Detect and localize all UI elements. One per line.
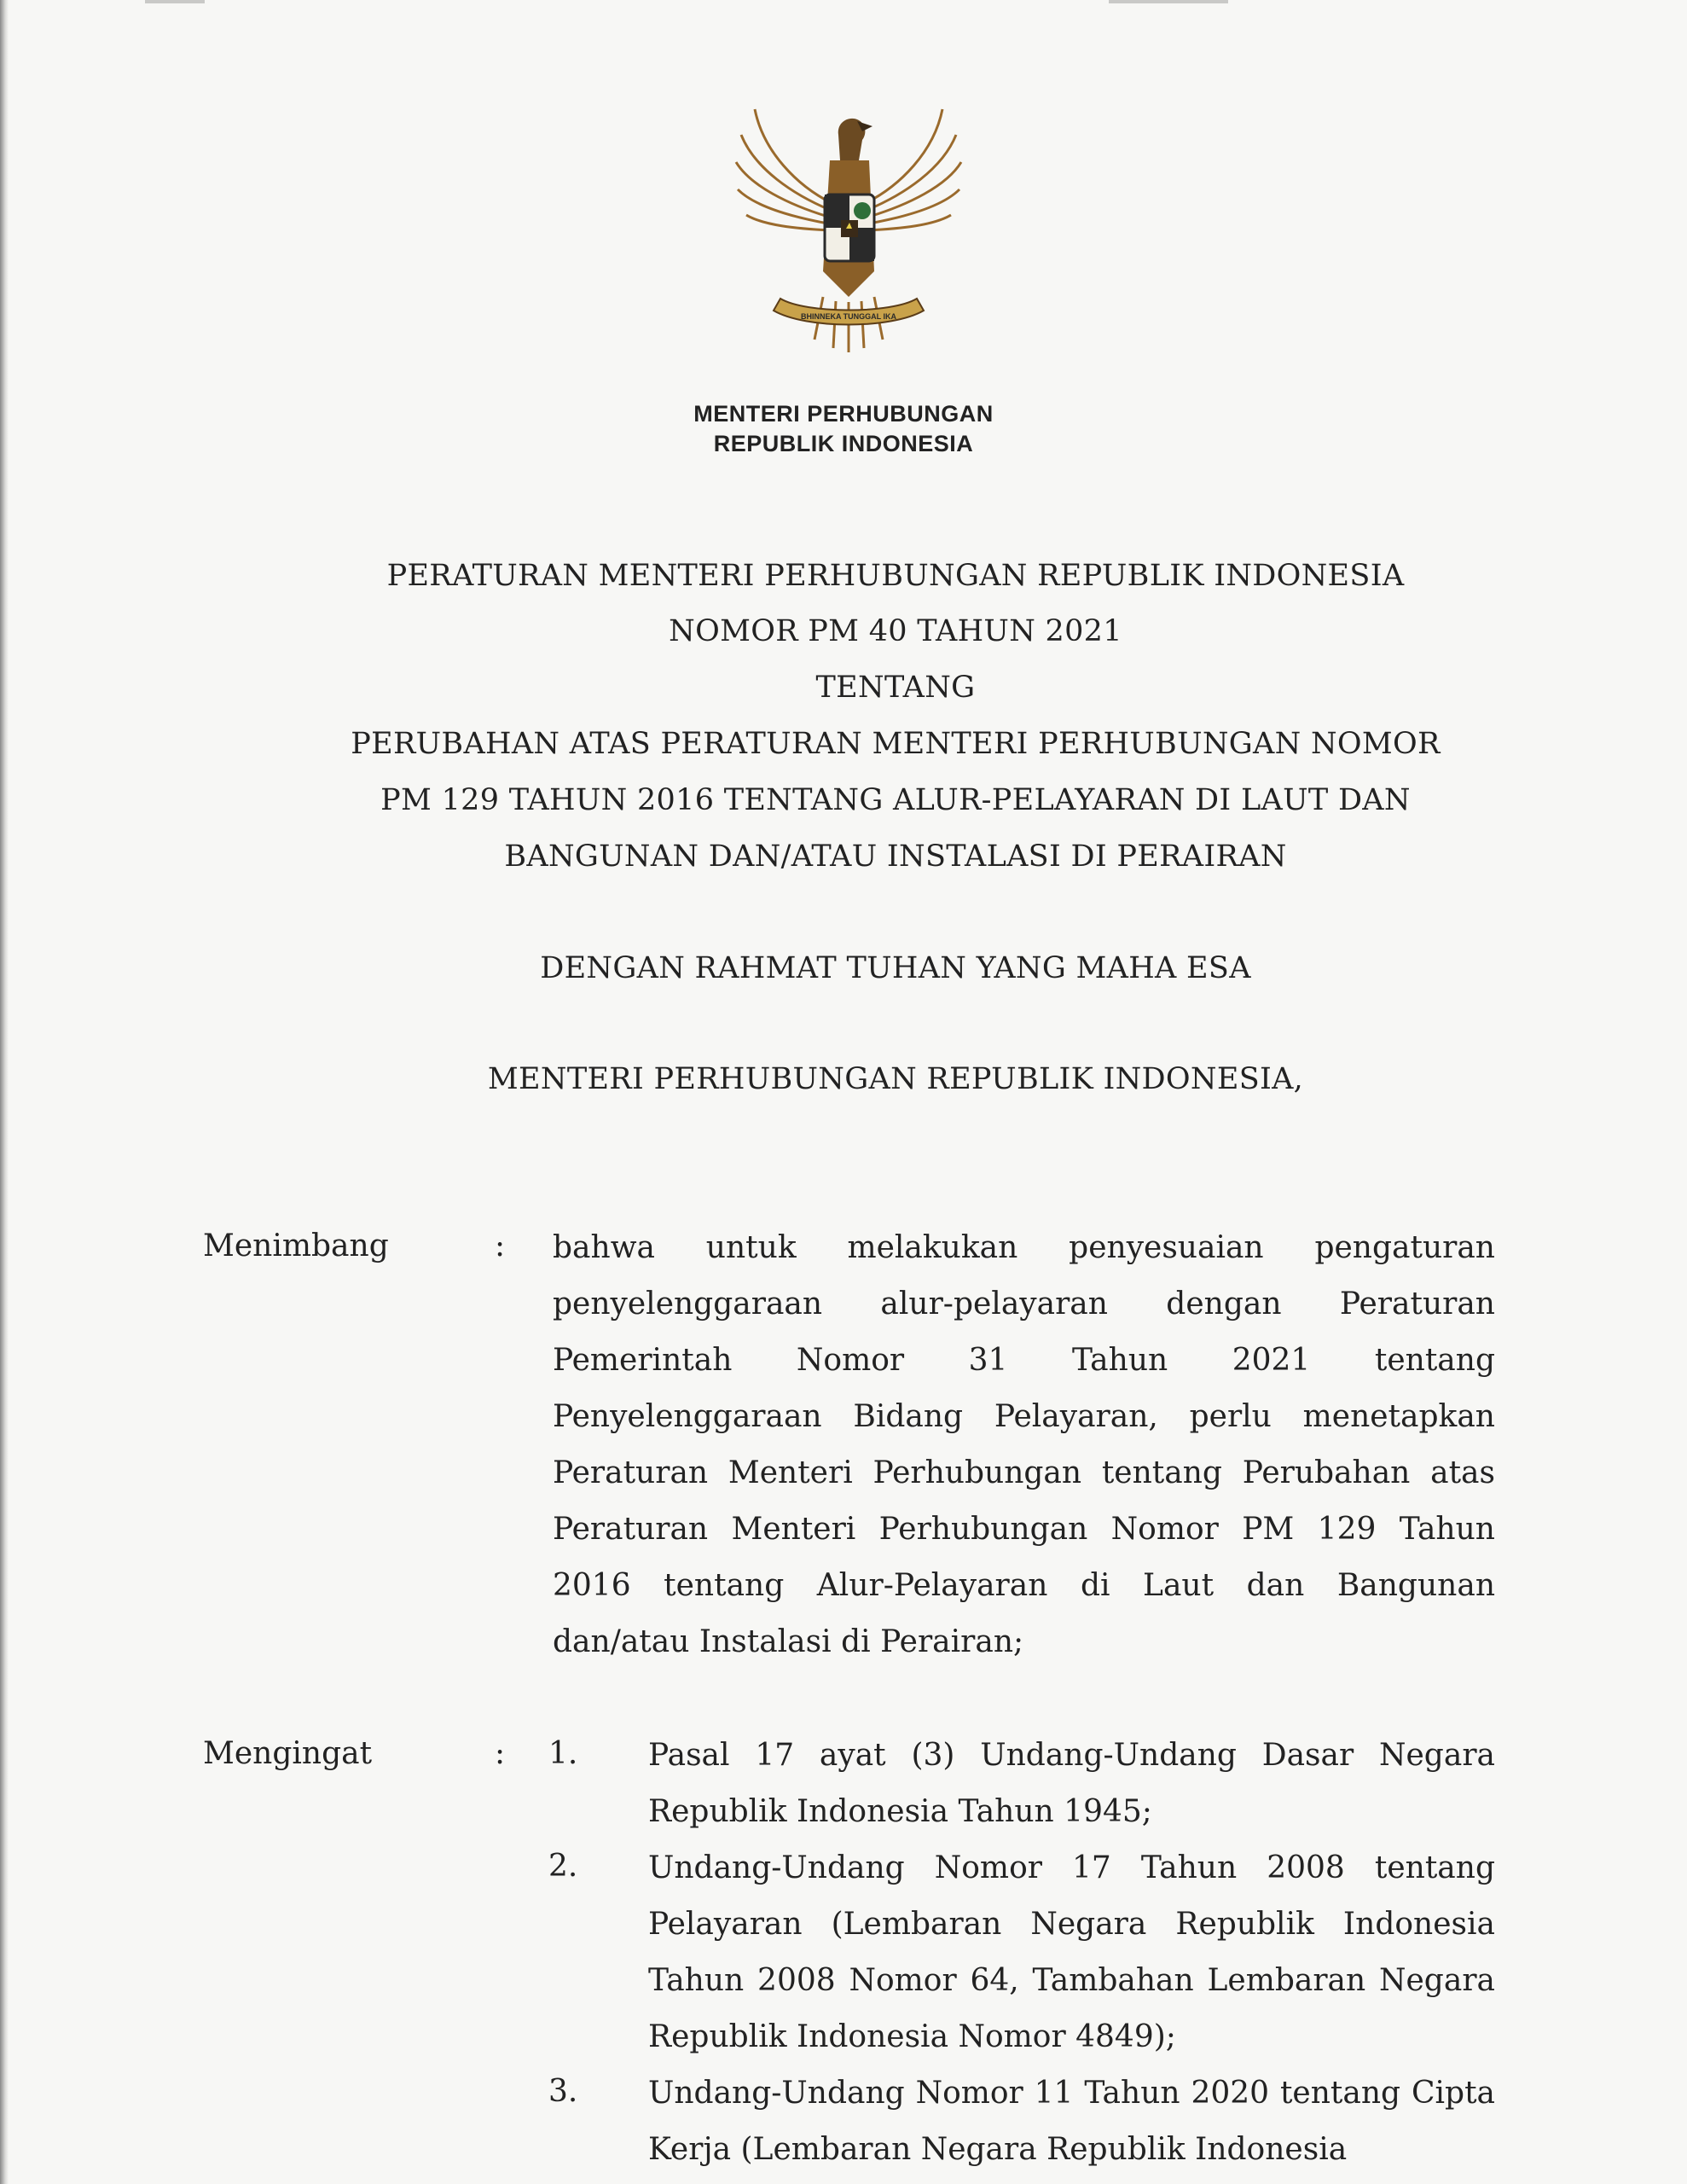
title-subject-line: PM 129 TAHUN 2016 TENTANG ALUR-PELAYARAN DI LAUT DAN [380,783,1411,817]
list-item: Pasal 17 ayat (3) Undang-Undang Dasar Negara Republik Indonesia Tahun 1945; [648,1738,1495,1829]
garuda-emblem-icon [729,101,968,365]
menimbang-label: Menimbang [203,1228,389,1263]
ministry-name-line1: MENTERI PERHUBUNGAN [693,401,994,427]
preamble-authority: MENTERI PERHUBUNGAN REPUBLIK INDONESIA, [487,1062,1304,1096]
preamble-grace: DENGAN RAHMAT TUHAN YANG MAHA ESA [540,951,1251,985]
scan-streak [145,0,205,3]
mengingat-label: Mengingat [203,1736,373,1771]
list-item: Undang-Undang Nomor 11 Tahun 2020 tentang Cipta Kerja (Lembaran Negara Republik Indonesia [648,2076,1495,2167]
title-subject-line: BANGUNAN DAN/ATAU INSTALASI DI PERAIRAN [504,839,1287,874]
list-item-number: 2. [548,1849,578,1884]
title-subject-line: PERUBAHAN ATAS PERATURAN MENTERI PERHUBUNGAN NOMOR [351,727,1441,761]
scan-streak [1109,0,1228,3]
menimbang-colon: : [495,1228,506,1263]
mengingat-colon: : [495,1736,506,1771]
emblem-motto: BHINNEKA TUNGGAL IKA [801,312,896,321]
ministry-name-line2: REPUBLIK INDONESIA [713,431,974,456]
title-tentang: TENTANG [815,671,976,705]
title-number: NOMOR PM 40 TAHUN 2021 [669,614,1122,648]
list-item-number: 3. [548,2074,578,2109]
menimbang-text: bahwa untuk melakukan penyesuaian pengaturan penyelenggaraan alur-pelayaran dengan Peraturan Pemerintah Nomor 31 Tahun 2021 tentang Penyelenggaraan Bidang Pelayaran, perlu menetapkan Peraturan Menteri Perhubungan tentang Perubahan atas Peraturan Menteri Perhubungan Nomor PM 129 Tahun 2016 tentang Alur-Pelayaran di Laut dan Bangunan dan/atau Instalasi di Perairan; [553,1230,1495,1659]
title-line: PERATURAN MENTERI PERHUBUNGAN REPUBLIK INDONESIA [386,559,1405,593]
list-item: Undang-Undang Nomor 17 Tahun 2008 tentang Pelayaran (Lembaran Negara Republik Indonesia Tahun 2008 Nomor 64, Tambahan Lembaran Negara Republik Indonesia Nomor 4849); [648,1850,1495,2054]
list-item-number: 1. [548,1736,578,1771]
